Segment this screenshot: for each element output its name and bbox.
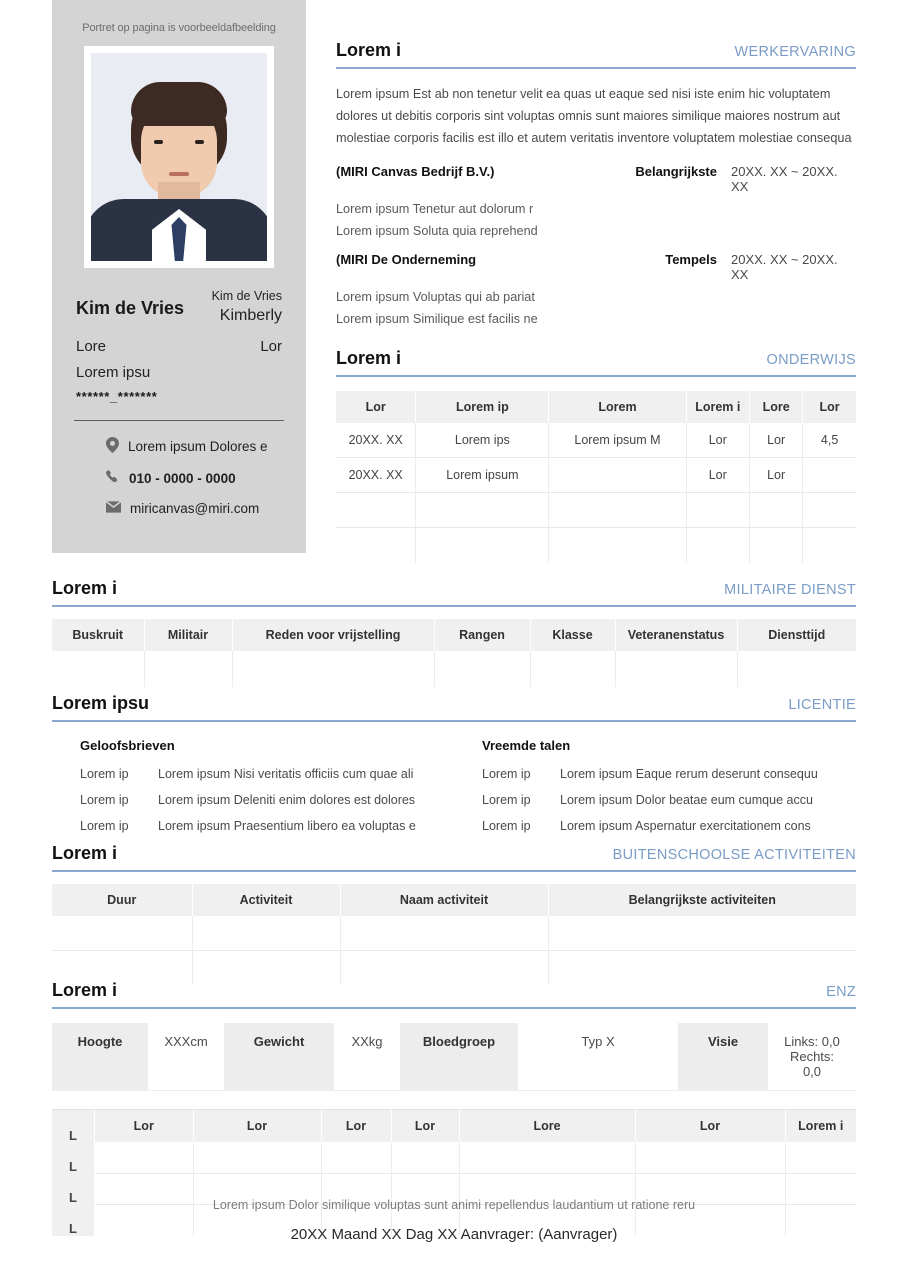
table-cell [192,950,340,984]
column-header: Lorem ip [416,391,549,423]
licence-row-value: Lorem ipsum Nisi veritatis officiis cum quae ali [158,767,414,781]
portrait-eye-right [195,140,204,144]
etc-title: Lorem i [52,980,118,1000]
location-pin-icon [106,437,119,456]
experience-entry [336,164,856,238]
table-cell [193,1142,321,1173]
table-cell [52,916,192,950]
licence-header [52,693,856,722]
right-column [336,40,856,563]
table-cell [321,1142,391,1173]
etc-pill-label: Visie [678,1023,768,1090]
activities-header [52,843,856,872]
education-table [336,391,856,563]
licence-row [52,793,434,807]
table-cell [340,916,548,950]
experience-detail: Lorem ipsum Tenetur aut dolorum r [336,201,534,216]
licence-label: LICENTIE [788,697,856,713]
portrait-frame [84,46,274,268]
column-header: Naam activiteit [340,884,548,916]
experience-date: 20XX. XX ~ 20XX. XX [731,251,838,282]
name-row [70,288,288,326]
table-row [336,528,856,563]
activities-label: BUITENSCHOOLSE ACTIVITEITEN [612,847,856,863]
column-header: Buskruit [52,619,144,651]
portrait-mouth [169,172,189,176]
education-title: Lorem i [336,347,402,368]
info-single: Lorem ipsu [76,364,151,382]
column-header: Rangen [434,619,530,651]
etc-pill-label: Bloedgroep [400,1023,518,1090]
table-cell [737,651,856,687]
table-cell [391,1142,459,1173]
licence-row-value: Lorem ipsum Deleniti enim dolores est dolores [158,793,416,807]
table-cell [548,916,856,950]
experience-entry-header [336,164,856,194]
column-header: Lorem i [686,391,749,423]
table-header-row [95,1110,856,1142]
military-table [52,619,856,687]
licence-row-value: Lorem ipsum Eaque rerum deserunt consequu [560,767,818,781]
table-cell [336,528,416,563]
military-label: MILITAIRE DIENST [724,582,856,598]
column-header: Duur [52,884,192,916]
footer [52,1198,856,1243]
table-cell [785,1142,856,1173]
licence-column-heading: Geloofsbrieven [80,738,175,753]
etc-side-label: L [69,1159,77,1174]
table-cell [803,458,856,493]
licence-row-key: Lorem ip [482,793,531,807]
column-header: Klasse [530,619,615,651]
masked-id: ******_******* [76,389,158,405]
contact-phone [106,469,288,488]
section-education [336,348,856,563]
column-header: Lor [321,1110,391,1142]
licence-column-heading: Vreemde talen [482,738,571,753]
table-cell: Lor [750,423,803,458]
etc-label: ENZ [826,984,856,1000]
licence-row-key: Lorem ip [482,819,531,833]
column-header: Lorem [549,391,686,423]
etc-pill-label: Hoogte [52,1023,148,1090]
table-cell [434,651,530,687]
portrait-photo [91,53,267,261]
section-military [52,578,856,687]
experience-detail: Lorem ipsum Similique est facilis ne [336,311,538,326]
table-cell: Lor [750,458,803,493]
education-header [336,348,856,377]
contact-email [106,501,288,516]
etc-pill-value: XXkg [351,1034,383,1049]
table-cell [686,493,749,528]
section-licence [52,693,856,845]
sidebar [52,0,306,553]
table-cell: 4,5 [803,423,856,458]
table-row [336,493,856,528]
table-cell [530,651,615,687]
etc-pill-value: Typ X [581,1034,615,1049]
experience-label: WERKERVARING [734,44,856,60]
table-cell [686,528,749,563]
table-cell [416,493,549,528]
table-cell [549,458,686,493]
licence-row [454,793,836,807]
table-cell [52,950,192,984]
column-header: Lor [391,1110,459,1142]
experience-header [336,40,856,69]
table-row [95,1142,856,1173]
table-cell: Lorem ipsum M [549,423,686,458]
experience-role: Belangrijkste [635,163,717,179]
table-header-row [336,391,856,423]
table-row [52,651,856,687]
table-cell: Lorem ipsum [416,458,549,493]
table-cell [635,1142,785,1173]
column-header: Lorem i [785,1110,856,1142]
table-cell [459,1142,635,1173]
licence-columns [52,738,856,845]
table-header-row [52,884,856,916]
table-cell: Lorem ips [416,423,549,458]
table-cell [750,528,803,563]
table-cell [803,493,856,528]
military-title: Lorem i [52,578,118,598]
column-header: Lore [459,1110,635,1142]
table-cell [192,916,340,950]
table-cell: 20XX. XX [336,458,416,493]
phone-icon [106,469,120,488]
licence-title: Lorem ipsu [52,693,150,713]
experience-entry [336,252,856,326]
activities-table [52,884,856,984]
table-cell [615,651,737,687]
table-cell [416,528,549,563]
table-cell [144,651,232,687]
info-right: Lor [260,338,282,356]
etc-pill-row [52,1023,856,1091]
section-activities [52,843,856,984]
licence-column-languages [454,738,856,845]
table-row [336,423,856,458]
etc-side-label: L [69,1221,77,1236]
table-row [52,950,856,984]
info-line [70,338,288,355]
column-header: Reden voor vrijstelling [232,619,434,651]
contact-email-text: miricanvas@miri.com [130,501,260,517]
experience-entry-header [336,252,856,282]
experience-intro: Lorem ipsum Est ab non tenetur velit ea quas ut eaque sed nisi iste enim hic voluptatem dolores ut debitis corporis sint voluptas omnis sunt maiores similique maiores nostrum aut molestiae corporis facilis est illo et autem veritatis inventore voluptatem molestiae consequa [336,87,852,146]
licence-row [52,819,434,833]
contact-list [70,437,288,516]
etc-pill-label: Gewicht [224,1023,334,1090]
table-cell [52,651,144,687]
table-cell [340,950,548,984]
envelope-icon [106,501,121,516]
licence-row-value: Lorem ipsum Dolor beatae eum cumque accu [560,793,813,807]
contact-address [106,437,288,456]
activities-title: Lorem i [52,843,118,863]
column-header: Lor [635,1110,785,1142]
etc-side-label: L [69,1190,77,1205]
licence-row-value: Lorem ipsum Aspernatur exercitationem cons [560,819,811,833]
etc-pill-value: XXXcm [164,1034,208,1049]
column-header: Lore [750,391,803,423]
experience-org: (MIRI Canvas Bedrijf B.V.) [336,163,495,179]
licence-row [454,767,836,781]
experience-title: Lorem i [336,40,402,60]
table-cell [95,1142,193,1173]
experience-date: 20XX. XX ~ 20XX. XX [731,163,838,194]
contact-phone-text: 010 - 0000 - 0000 [129,471,236,487]
portrait-fringe [131,82,227,126]
column-header: Lor [193,1110,321,1142]
table-cell [750,493,803,528]
table-cell [803,528,856,563]
column-header: Militair [144,619,232,651]
table-cell [548,950,856,984]
table-cell: 20XX. XX [336,423,416,458]
table-row [336,458,856,493]
column-header: Diensttijd [737,619,856,651]
licence-row-key: Lorem ip [482,767,531,781]
etc-header [52,980,856,1009]
column-header: Lor [803,391,856,423]
table-cell [232,651,434,687]
table-cell [549,528,686,563]
etc-side-label: L [69,1128,77,1143]
contact-address-text: Lorem ipsum Dolores e [128,439,268,455]
licence-row [52,767,434,781]
column-header: Belangrijkste activiteiten [548,884,856,916]
column-header: Activiteit [192,884,340,916]
column-header: Lor [95,1110,193,1142]
applicant-name-alt [212,288,282,326]
military-header [52,578,856,607]
etc-pill-value: Links: 0,0 Rechts: 0,0 [784,1034,840,1079]
section-experience [336,40,856,326]
applicant-name-alt-1: Kim de Vries [211,289,282,303]
table-cell [336,493,416,528]
licence-row [454,819,836,833]
column-header: Veteranenstatus [615,619,737,651]
experience-detail: Lorem ipsum Voluptas qui ab pariat [336,289,535,304]
table-cell [549,493,686,528]
footer-date: 20XX Maand XX Dag XX Aanvrager: (Aanvrager) [290,1226,618,1243]
licence-column-credentials [52,738,454,845]
experience-detail: Lorem ipsum Soluta quia reprehend [336,223,538,238]
licence-row-key: Lorem ip [80,767,129,781]
table-cell: Lor [686,423,749,458]
column-header: Lor [336,391,416,423]
table-header-row [52,619,856,651]
applicant-name: Kim de Vries [76,298,185,318]
table-row [52,916,856,950]
licence-row-key: Lorem ip [80,793,129,807]
licence-row-value: Lorem ipsum Praesentium libero ea voluptas e [158,819,416,833]
applicant-name-alt-2: Kimberly [219,306,282,324]
table-cell: Lor [686,458,749,493]
experience-org: (MIRI De Onderneming [336,251,477,267]
licence-row-key: Lorem ip [80,819,129,833]
education-label: ONDERWIJS [766,351,856,368]
experience-role: Tempels [665,251,717,267]
footer-note: Lorem ipsum Dolor similique voluptas sunt animi repellendus laudantium ut ratione reru [212,1198,696,1212]
portrait-note: Portret op pagina is voorbeeldafbeelding [82,22,276,34]
sidebar-divider [74,420,284,421]
info-left: Lore [76,338,107,356]
